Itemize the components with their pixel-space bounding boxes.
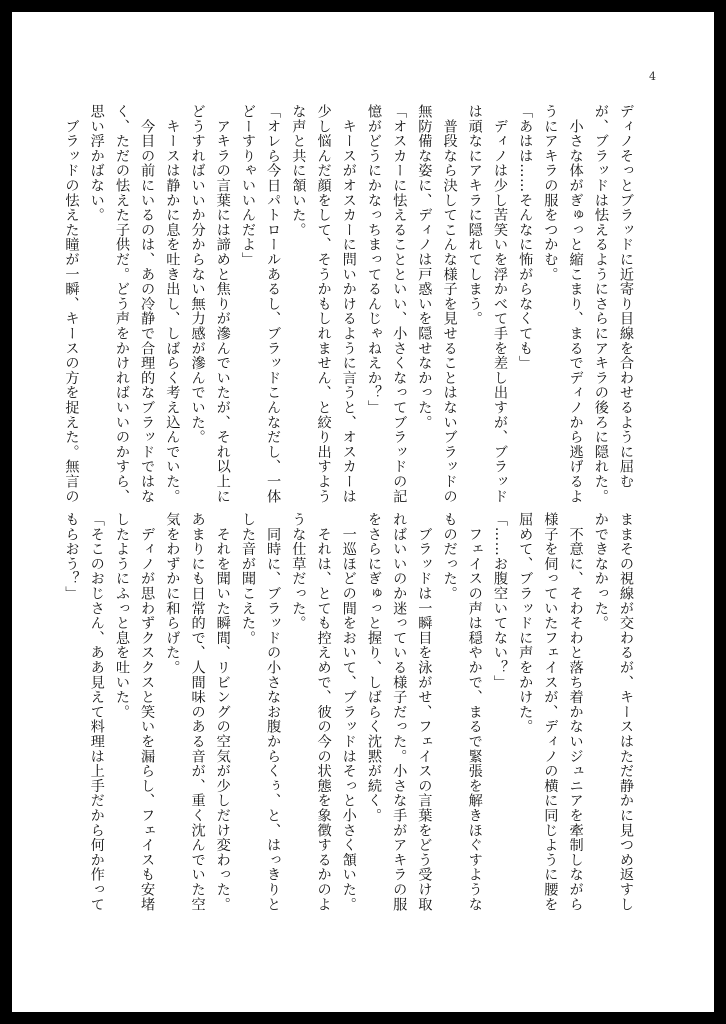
text-line: 少し悩んだ顔をして、そうかもしれません、と絞り出すよう	[315, 104, 332, 504]
text-line: が、ブラッドは怯えるようにさらにアキラの後ろに隠れた。	[592, 104, 609, 504]
text-line: 気をわずかに和らげた。	[164, 512, 181, 675]
text-line: うにアキラの服をつかむ。	[542, 104, 559, 282]
text-line: フェイスの声は穏やかで、まるで緊張を解きほぐすような	[466, 512, 483, 912]
text-line: キースがオスカーに問いかけるように言うと、オスカーは	[340, 104, 357, 504]
text-line: ディノそっとブラッドに近寄り目線を合わせるように屈む	[618, 104, 634, 489]
text-line: 憶がどうにかなっちまってるんじゃねえか？」	[365, 104, 382, 415]
text-line: 小さな体がぎゅっと縮こまり、まるでディノから逃げるよ	[567, 104, 584, 504]
text-line: 屈めて、ブラッドに声をかけた。	[517, 512, 534, 734]
text-line: それを聞いた瞬間、リビングの空気が少しだけ変わった。	[214, 512, 231, 912]
upper-text-block	[63, 104, 638, 516]
text-line: 様子を伺っていたフェイスが、ディノの横に同じように腰を	[542, 512, 559, 912]
text-line: な声と共に頷いた。	[290, 104, 307, 238]
text-line: 今目の前にいるのは、あの冷静で合理的なブラッドではな	[139, 104, 156, 504]
text-line: どーすりゃいいんだよ」	[239, 104, 256, 267]
text-line: うな仕草だった。	[290, 512, 307, 631]
text-line: ブラッドは一瞬目を泳がせ、フェイスの言葉をどう受け取	[416, 512, 433, 912]
text-line: 「あはは……そんなに怖がらなくても」	[517, 104, 534, 371]
text-line: く、ただの怯えた子供だ。どう声をかければいいのかすら、	[113, 104, 130, 504]
text-line: は頑なにアキラに隠れてしまう。	[466, 104, 483, 326]
text-line: かできなかった。	[592, 512, 609, 631]
text-line: したようにふっと息を吐いた。	[113, 512, 130, 720]
text-line: した音が聞こえた。	[239, 512, 256, 646]
text-line: 思い浮かばない。	[88, 104, 105, 223]
text-line: キースは静かに息を吐き出し、しばらく考え込んでいた。	[164, 104, 181, 504]
text-line: 不意に、そわそわと落ち着かないジュニアを牽制しながら	[567, 512, 584, 912]
text-line: 「……お腹空いてない？」	[491, 512, 508, 690]
text-line: ものだった。	[441, 512, 458, 601]
text-line: 「オスカーに怯えることといい、小さくなってブラッドの記	[391, 104, 408, 504]
text-line: あまりにも日常的で、人間味のある音が、重く沈んでいた空	[189, 512, 206, 912]
text-line: 「オレら今日パトロールあるし、ブラッドこんなだし、一体	[265, 104, 282, 504]
text-line: どうすればいいか分からない無力感が滲んでいた。	[189, 104, 206, 445]
text-line: をさらにぎゅっと握り、しばらく沈黙が続く。	[365, 512, 382, 823]
text-line: ればいいのか迷っている様子だった。小さな手がアキラの服	[391, 512, 408, 912]
page-number: 4	[649, 70, 656, 83]
text-line: 一巡ほどの間をおいて、ブラッドはそっと小さく頷いた。	[340, 512, 357, 912]
text-line: 「そこのおじさん、ああ見えて料理は上手だから何か作って	[88, 512, 105, 912]
text-line: 無防備な姿に、ディノは戸惑いを隠せなかった。	[416, 104, 433, 430]
text-line: それは、とても控えめで、彼の今の状態を象徴するかのよ	[315, 512, 332, 912]
book-page	[12, 12, 714, 1012]
lower-text-block	[63, 512, 638, 924]
text-line: もらおう？」	[63, 512, 80, 601]
text-line: 同時に、ブラッドの小さなお腹からくぅ、と、はっきりと	[265, 512, 282, 912]
text-line: ディノは少し苦笑いを浮かべて手を差し出すが、ブラッド	[491, 104, 508, 504]
text-line: ままその視線が交わるが、キースはただ静かに見つめ返すし	[618, 512, 634, 912]
text-line: アキラの言葉には諦めと焦りが滲んでいたが、それ以上に	[214, 104, 231, 504]
text-line: 普段なら決してこんな様子を見せることはないブラッドの	[441, 104, 458, 504]
text-line: ディノが思わずクスクスと笑いを漏らし、フェイスも安堵	[139, 512, 156, 912]
text-line: ブラッドの怯えた瞳が一瞬、キースの方を捉えた。無言の	[63, 104, 80, 504]
